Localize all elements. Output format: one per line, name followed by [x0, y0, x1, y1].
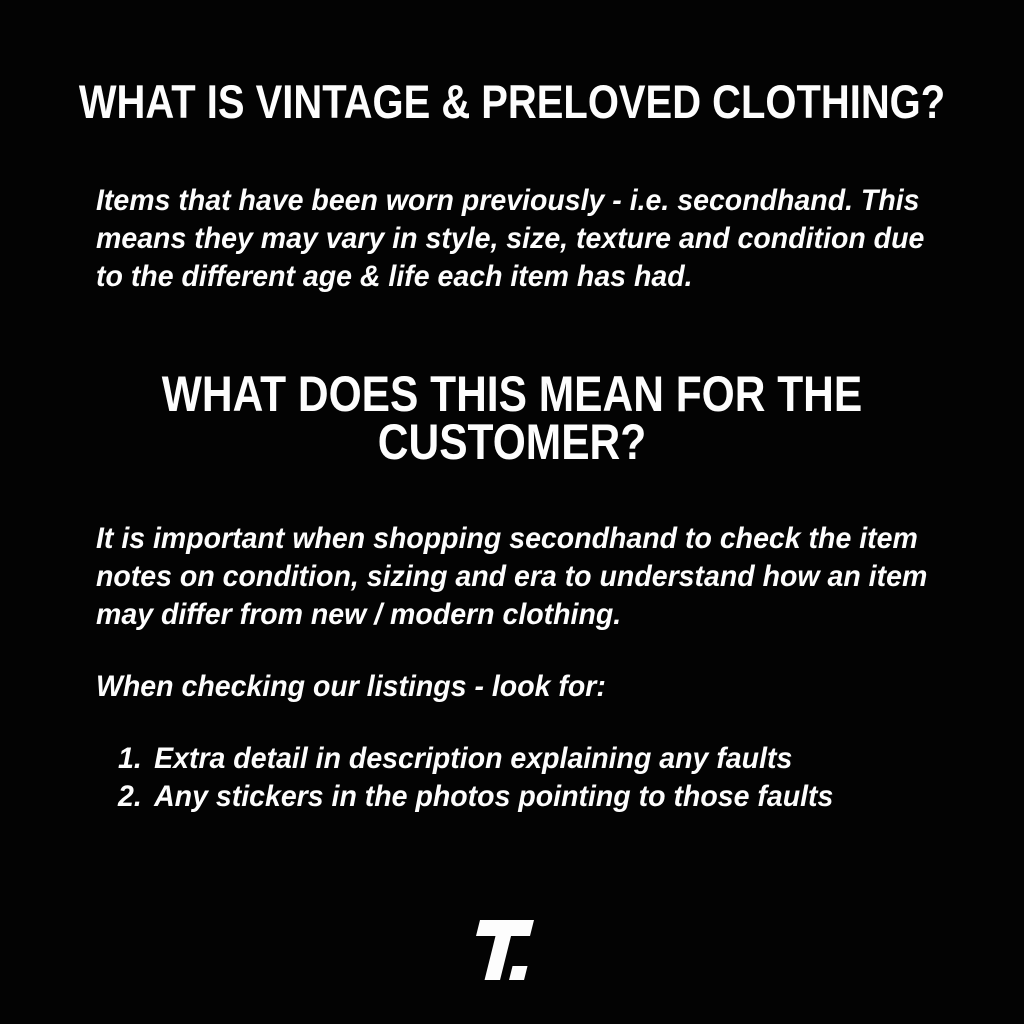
intro-paragraph: Items that have been worn previously - i.e. secondhand. This means they may vary in style, size, texture and condition due to the different age & life each item has had.: [96, 184, 925, 293]
checklist-item: [118, 778, 935, 816]
checklist-item-text: Extra detail in description explaining any faults: [154, 742, 793, 775]
checklist: [118, 740, 935, 816]
listings-intro: When checking our listings - look for:: [96, 670, 606, 703]
brand-logo: [0, 920, 1024, 982]
t-period-logo-icon: [464, 920, 560, 982]
checklist-item: [118, 740, 935, 778]
section-heading: WHAT DOES THIS MEAN FOR THE CUSTOMER?: [161, 366, 863, 470]
checklist-item-number: 1.: [118, 742, 142, 775]
page-title: WHAT IS VINTAGE & PRELOVED CLOTHING?: [78, 75, 946, 128]
checklist-item-text: Any stickers in the photos pointing to those faults: [154, 780, 834, 813]
checklist-item-number: 2.: [118, 780, 142, 813]
customer-paragraph: It is important when shopping secondhand to check the item notes on condition, sizing and era to understand how an item may differ from new / modern clothing.: [96, 522, 928, 631]
